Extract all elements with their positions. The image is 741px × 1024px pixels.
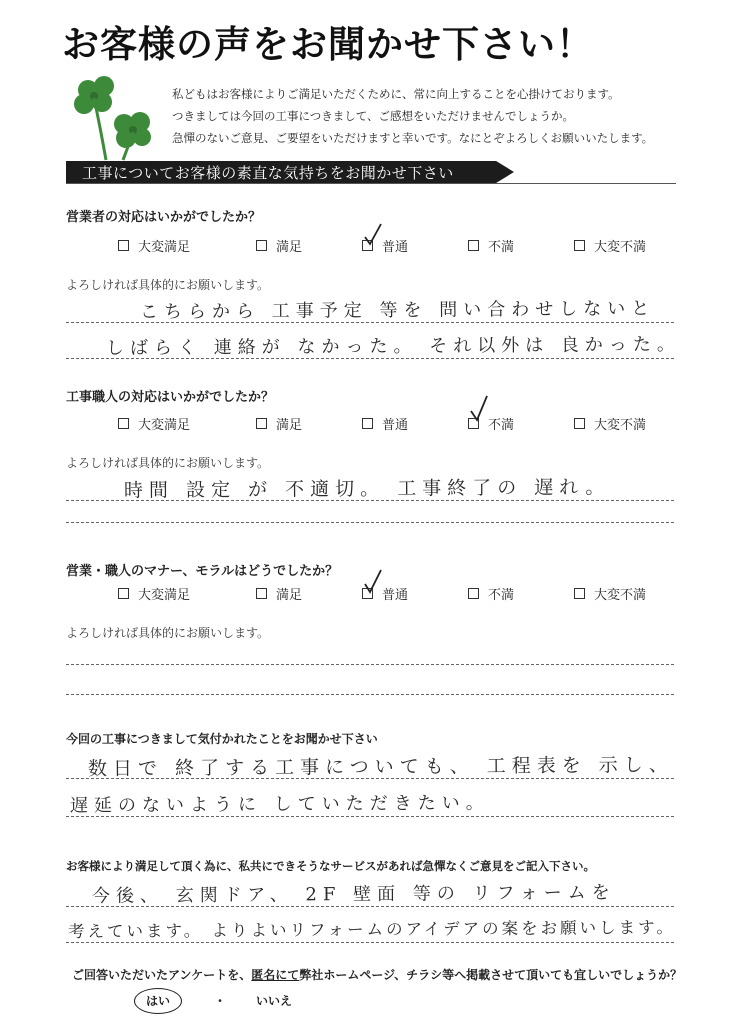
request-label: よろしければ具体的にお願いします。 — [66, 456, 270, 470]
intro-line-2: つきましては今回の工事につきまして、ご感想をいただけませんでしょうか。 — [172, 109, 575, 123]
option-very-satisfied[interactable]: 大変満足 — [118, 236, 190, 255]
question-sales: 営業者の対応はいかがでしたか？ — [66, 210, 262, 225]
option-satisfied[interactable]: 満足 — [256, 584, 302, 603]
page-title: お客様の声をお聞かせ下さい！ — [62, 23, 594, 66]
consent-separator: ・ — [214, 994, 227, 1008]
comment-line: しばらく 連絡が なかった。 それ以外は 良かった。 — [105, 333, 681, 360]
comment-line: こちらから 工事予定 等を 問い合わせしないと — [139, 298, 656, 323]
checkbox[interactable] — [256, 588, 267, 599]
comment-rule — [66, 500, 674, 501]
option-very-dissatisfied[interactable]: 大変不満 — [574, 236, 646, 255]
checkmark-icon — [362, 222, 384, 248]
question-services: お客様により満足して頂く為に、私共にできそうなサービスがあれば急憚なくご意見をご記入下さい。 — [66, 859, 595, 873]
option-normal[interactable]: 普通 — [362, 414, 408, 433]
banner-underline — [66, 183, 676, 184]
checkmark-icon — [468, 394, 490, 424]
consent-question: ご回答いただいたアンケートを、匿名にて弊社ホームページ、チラシ等へ掲載させて頂いても宜しいでしょうか？ — [72, 968, 683, 982]
comment-line: 遅延のないように していただきたい。 — [69, 792, 490, 817]
intro-line-3: 急憚のないご意見、ご要望をいただけますと幸いです。なにとぞよろしくお願いいたします。 — [172, 131, 654, 145]
comment-rule — [66, 664, 674, 665]
option-very-satisfied[interactable]: 大変満足 — [118, 584, 190, 603]
checkbox[interactable] — [118, 240, 129, 251]
consent-yes[interactable]: はい — [146, 994, 171, 1008]
comment-rule — [66, 906, 674, 907]
checkbox[interactable] — [256, 418, 267, 429]
checkbox[interactable] — [574, 588, 585, 599]
comment-line: 考えています。 よりよいリフォームのアイデアの案をお願いします。 — [67, 917, 676, 942]
comment-rule — [66, 942, 674, 943]
checkmark-icon — [362, 568, 384, 596]
request-label: よろしければ具体的にお願いします。 — [66, 278, 270, 292]
checkbox[interactable] — [468, 588, 479, 599]
question-manners: 営業・職人のマナー、モラルはどうでしたか？ — [66, 564, 339, 579]
clover-icon — [68, 72, 160, 162]
option-satisfied[interactable]: 満足 — [256, 236, 302, 255]
option-satisfied[interactable]: 満足 — [256, 414, 302, 433]
consent-no[interactable]: いいえ — [256, 994, 293, 1008]
request-label: よろしければ具体的にお願いします。 — [66, 626, 270, 640]
comment-rule — [66, 816, 674, 817]
option-normal-checked[interactable]: 普通 — [362, 584, 408, 603]
comment-rule — [66, 778, 674, 779]
comment-line: 数日で 終了する工事についても、 工程表を 示し、 — [87, 753, 674, 781]
option-very-satisfied[interactable]: 大変満足 — [118, 414, 190, 433]
checkbox[interactable] — [118, 588, 129, 599]
question-craftsman: 工事職人の対応はいかがでしたか？ — [66, 390, 275, 405]
comment-rule — [66, 322, 674, 323]
option-dissatisfied[interactable]: 不満 — [468, 236, 514, 255]
comment-line: 時間 設定 が 不適切。 工事終了の 遅れ。 — [123, 476, 611, 502]
comment-rule — [66, 358, 674, 359]
comment-line: 今後、 玄関ドア、 2F 壁面 等の リフォームを — [91, 882, 616, 907]
checkbox[interactable] — [362, 418, 373, 429]
checkbox[interactable] — [256, 240, 267, 251]
intro-line-1: 私どもはお客様によりご満足いただくために、常に向上することを心掛けております。 — [172, 87, 620, 101]
option-normal-checked[interactable]: 普通 — [362, 236, 408, 255]
option-very-dissatisfied[interactable]: 大変不満 — [574, 414, 646, 433]
option-very-dissatisfied[interactable]: 大変不満 — [574, 584, 646, 603]
option-dissatisfied[interactable]: 不満 — [468, 584, 514, 603]
comment-rule — [66, 522, 674, 523]
question-notice: 今回の工事につきまして気付かれたことをお聞かせ下さい — [66, 732, 378, 746]
checkbox[interactable] — [574, 418, 585, 429]
option-dissatisfied-checked[interactable]: 不満 — [468, 414, 514, 433]
checkbox[interactable] — [118, 418, 129, 429]
checkbox[interactable] — [574, 240, 585, 251]
section-banner-text: 工事についてお客様の素直な気持ちをお聞かせ下さい — [82, 164, 454, 182]
checkbox[interactable] — [468, 240, 479, 251]
comment-rule — [66, 694, 674, 695]
